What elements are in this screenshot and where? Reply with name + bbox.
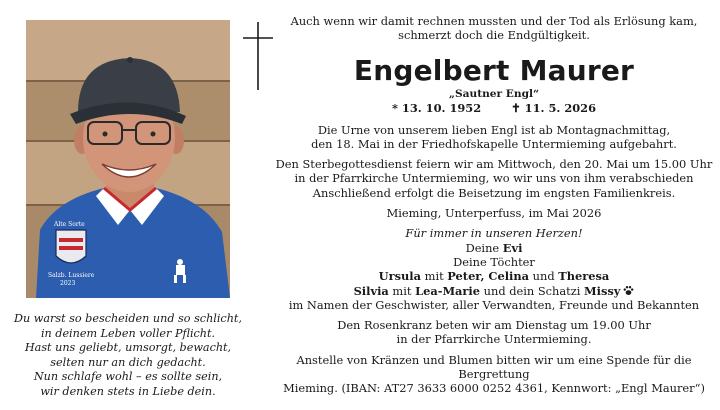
mourner-name: Peter, Celina (447, 269, 530, 284)
intro-line: schmerzt doch die Endgültigkeit. (398, 28, 590, 43)
poem-line: Du warst so bescheiden und so schlicht, (14, 312, 242, 325)
motto: Für immer in unseren Herzen! (405, 226, 583, 241)
birth-date: * 13. 10. 1952 (391, 100, 482, 115)
memorial-poem (8, 312, 248, 400)
paw-print-icon (623, 285, 634, 296)
rosary-line: in der Pfarrkirche Untermieming. (396, 332, 592, 347)
death-date: ✝ 11. 5. 2026 (511, 100, 597, 115)
urn-line: Die Urne von unserem lieben Engl ist ab Montagnachmittag, (317, 122, 671, 137)
poem-line: wir denken stets in Liebe dein. (40, 384, 216, 398)
life-dates (270, 101, 718, 115)
donation-line: Anstelle von Kränzen und Blumen bitten wir um eine Spende für die Bergrettung (296, 352, 692, 382)
mourner-line: Deine Töchter (453, 254, 535, 269)
mourner-name: Evi (502, 240, 523, 255)
nickname: „Sautner Engl“ (448, 87, 540, 100)
mourner-line: im Namen der Geschwister, aller Verwandten, Freunde und Bekannten (288, 297, 700, 312)
mourner-name: Silvia (353, 283, 389, 298)
service-line: in der Pfarrkirche Untermieming, wo wir uns von ihm verabschieden (294, 171, 694, 186)
shirt-text: Alte Sorte (54, 221, 85, 228)
intro-line: Auch wenn wir damit rechnen mussten und der Tod als Erlösung kam, (290, 14, 698, 28)
poem-line: Nun schlafe wohl – es sollte sein, (33, 370, 223, 384)
rosary-line: Den Rosenkranz beten wir am Dienstag um 19.00 Uhr (337, 318, 651, 333)
deceased-name: Engelbert Maurer (353, 53, 635, 87)
poem-line: selten nur an dich gedacht. (50, 355, 206, 369)
poem-line: Hast uns geliebt, umsorgt, bewacht, (24, 341, 232, 355)
notice-text-column (270, 14, 718, 396)
urn-line: den 18. Mai in der Friedhofskapelle Untermieming aufgebahrt. (311, 136, 677, 151)
service-line: Anschließend erfolgt die Beisetzung im engsten Familienkreis. (312, 185, 676, 200)
mourner-line: Silvia mit Lea-Marie und dein Schatzi Missy (270, 284, 718, 298)
mourner-name: Missy (584, 283, 621, 298)
place-date: Mieming, Unterperfuss, im Mai 2026 (386, 206, 602, 221)
shirt-text: Salzb. Lussiere (48, 272, 95, 279)
portrait-photo (26, 20, 230, 298)
mourner-line: Deine Evi (465, 240, 523, 255)
mourner-line: Ursula mit Peter, Celina und Theresa (378, 269, 610, 284)
mourner-name: Ursula (378, 269, 422, 284)
service-line: Den Sterbegottesdienst feiern wir am Mittwoch, den 20. Mai um 15.00 Uhr (275, 157, 713, 172)
donation-line: Mieming. (IBAN: AT27 3633 6000 0252 4361, Kennwort: „Engl Maurer“) (283, 381, 705, 396)
shirt-text: 2023 (60, 280, 76, 287)
mourner-name: Theresa (558, 269, 610, 284)
mourner-name: Lea-Marie (415, 283, 481, 298)
poem-line: in deinem Leben voller Pflicht. (40, 326, 216, 340)
